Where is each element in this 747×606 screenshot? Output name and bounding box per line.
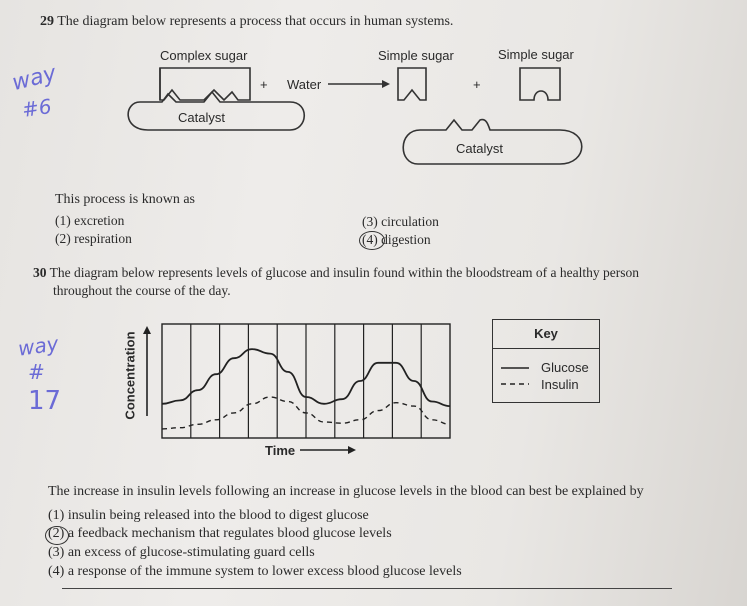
q30-option-1[interactable]: (1) insulin being released into the blood to digest glucose <box>48 508 369 523</box>
handwritten-way-q30: way <box>16 331 60 361</box>
q30-header <box>33 265 639 281</box>
y-axis-arrowhead <box>143 326 151 334</box>
q30-stem-line2: throughout the course of the day. <box>53 283 231 298</box>
key-swatches <box>499 356 533 396</box>
legend-insulin: Insulin <box>541 377 579 392</box>
q29-option-2[interactable]: (2) respiration <box>55 231 132 246</box>
q30-option-3[interactable]: (3) an excess of glucose-stimulating guard cells <box>48 545 315 560</box>
q30-option-4[interactable]: (4) a response of the immune system to lower excess blood glucose levels <box>48 564 462 579</box>
complex-sugar-molecule <box>160 68 250 100</box>
chart-y-label: Concentration <box>122 331 138 420</box>
label-complex-sugar: Complex sugar <box>160 48 248 63</box>
q29-option-4[interactable]: (4) digestion <box>362 232 431 247</box>
handwritten-number-q30: 17 <box>28 386 62 416</box>
q30-stem-line1: The diagram below represents levels of glucose and insulin found within the bloodstream of a healthy person <box>49 265 639 280</box>
handwritten-way-q29: way <box>9 60 59 97</box>
key-title: Key <box>493 320 599 349</box>
label-water: Water <box>287 77 322 92</box>
chart-x-label: Time <box>265 443 296 458</box>
chart-grid <box>162 324 450 438</box>
q29-stem: The diagram below represents a process that occurs in human systems. <box>57 14 454 29</box>
label-plus-1: + <box>260 77 268 92</box>
q29-header <box>40 14 453 30</box>
q29-option-1[interactable]: (1) excretion <box>55 213 125 228</box>
chart-key <box>492 319 600 403</box>
legend-glucose: Glucose <box>541 360 589 375</box>
bottom-rule <box>62 588 672 589</box>
q30-question: The increase in insulin levels following an increase in glucose levels in the blood can best be explained by <box>48 484 644 499</box>
answer-circle-q29 <box>359 231 385 250</box>
simple-sugar-1-molecule <box>398 68 426 100</box>
handwritten-number-q29: #6 <box>20 94 54 122</box>
q30-number: 30 <box>33 265 47 280</box>
label-catalyst-right: Catalyst <box>456 141 503 156</box>
label-simple-sugar-2: Simple sugar <box>498 47 574 62</box>
simple-sugar-2-molecule <box>520 68 560 100</box>
q29-option-3[interactable]: (3) circulation <box>362 214 439 229</box>
label-plus-2: + <box>473 77 481 92</box>
q29-prompt: This process is known as <box>55 192 195 207</box>
q30-option-2[interactable]: (2) a feedback mechanism that regulates blood glucose levels <box>48 526 392 541</box>
answer-circle-q30 <box>45 526 69 545</box>
handwritten-hash-q30: # <box>28 360 45 384</box>
x-axis-arrowhead <box>348 446 356 454</box>
q29-number: 29 <box>40 14 54 29</box>
label-catalyst-left: Catalyst <box>178 110 225 125</box>
label-simple-sugar-1: Simple sugar <box>378 48 454 63</box>
